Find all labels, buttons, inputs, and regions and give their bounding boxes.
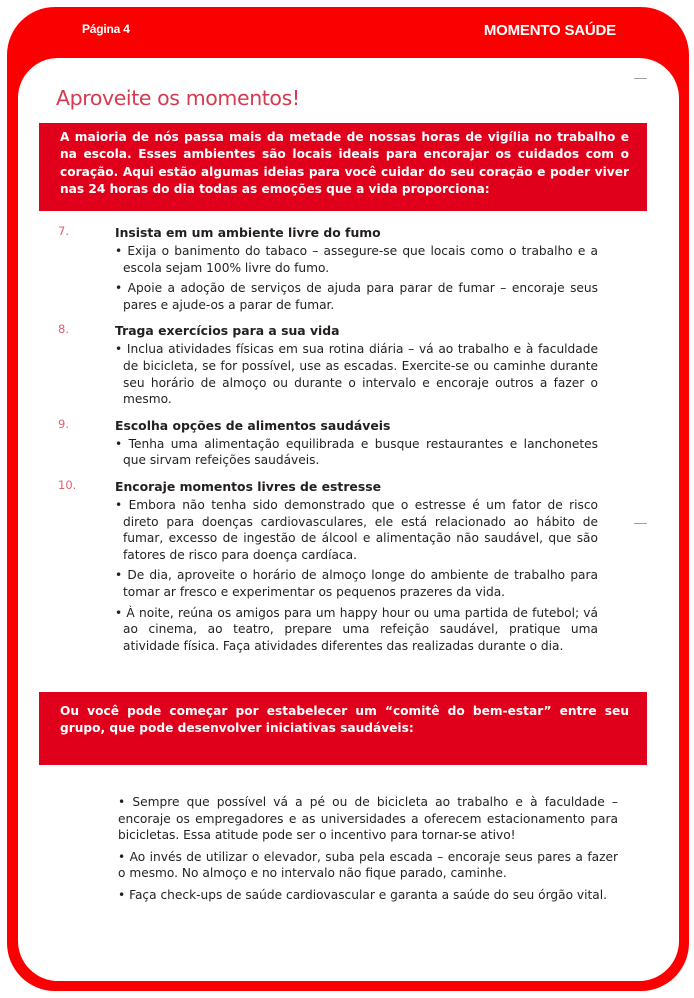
item-bullet: • À noite, reúna os amigos para um happy hour ou uma partida de futebol; vá ao cinema, ao teatro, prepare uma refeição saudável, pratique uma atividade física. Faça atividades diferentes das realizadas durante o dia.: [115, 605, 598, 653]
item-bullet: • Tenha uma alimentação equilibrada e busque restaurantes e lanchonetes que sirvam refeições saudáveis.: [115, 436, 598, 468]
item-title: Escolha opções de alimentos saudáveis: [115, 417, 391, 433]
item-title: Traga exercícios para a sua vida: [115, 323, 340, 339]
list-item: [58, 224, 598, 313]
item-number: 10.: [58, 477, 77, 492]
intro-box: [39, 123, 647, 211]
committee-bullets: [118, 794, 618, 909]
item-number: 9.: [58, 416, 69, 431]
list-item: [58, 322, 598, 407]
item-title: Insista em um ambiente livre do fumo: [115, 225, 381, 240]
item-title: Encoraje momentos livres de estresse: [115, 478, 381, 494]
item-number: 7.: [58, 224, 69, 238]
item-bullet: • Embora não tenha sido demonstrado que o estresse é um fator de risco direto para doenças cardiovasculares, ele está relacionado ao hábito de fumar, excesso de ingestão de álcool e alimentação não saudável, que são fatores de risco para doença cardíaca.: [115, 497, 598, 562]
item-bullet: • Apoie a adoção de serviços de ajuda para parar de fumar – encoraje seus pares e ajude-os a parar de fumar.: [115, 281, 598, 312]
item-bullet: • De dia, aproveite o horário de almoço longe do ambiente de trabalho para tomar ar fresco e experimentar os pequenos prazeres da vida.: [115, 568, 598, 599]
item-bullet: • Inclua atividades físicas em sua rotina diária – vá ao trabalho e à faculdade de bicicleta, se for possível, use as escadas. Exercite-se ou caminhe durante seu horário de almoço ou durante o intervalo e encoraje outros a fazer o mesmo.: [115, 342, 598, 407]
content-panel: [18, 58, 679, 981]
committee-bullet: • Faça check-ups de saúde cardiovascular e garanta a saúde do seu órgão vital.: [118, 887, 608, 902]
section-title: MOMENTO SAÚDE: [483, 22, 616, 39]
committee-bullet: • Sempre que possível vá a pé ou de bicicleta ao trabalho e à faculdade – encoraje os empregadores e as universidades a oferecem estacionamento para bicicletas. Essa atitude pode ser o incentivo para tornar-se ativo!: [118, 795, 618, 843]
page-number: Página 4: [82, 22, 130, 36]
list-item: [58, 417, 598, 469]
margin-tick-mark: [634, 523, 647, 524]
committee-box: [39, 692, 647, 765]
item-bullet: • Exija o banimento do tabaco – assegure-se que locais como o trabalho e a escola sejam 100% livre do fumo.: [115, 244, 598, 275]
committee-text: Ou você pode começar por estabelecer um “comitê do bem-estar” entre seu grupo, que pode desenvolver iniciativas saudáveis:: [60, 704, 629, 736]
margin-tick-mark: [634, 78, 647, 79]
tips-list: [58, 224, 598, 663]
item-number: 8.: [58, 322, 69, 337]
list-item: [58, 478, 598, 654]
article-title: Aproveite os momentos!: [56, 86, 300, 110]
intro-text: A maioria de nós passa mais da metade de nossas horas de vigília no trabalho e na escola. Esses ambientes são locais ideais para encorajar os cuidados com o coração. Aqui estão algumas ideias para você cuidar do seu coração e poder viver nas 24 horas do dia todas as emoções que a vida proporciona:: [60, 130, 629, 197]
committee-bullet: • Ao invés de utilizar o elevador, suba pela escada – encoraje seus pares a fazer o mesmo. No almoço e no intervalo não fique parado, caminhe.: [118, 849, 618, 881]
